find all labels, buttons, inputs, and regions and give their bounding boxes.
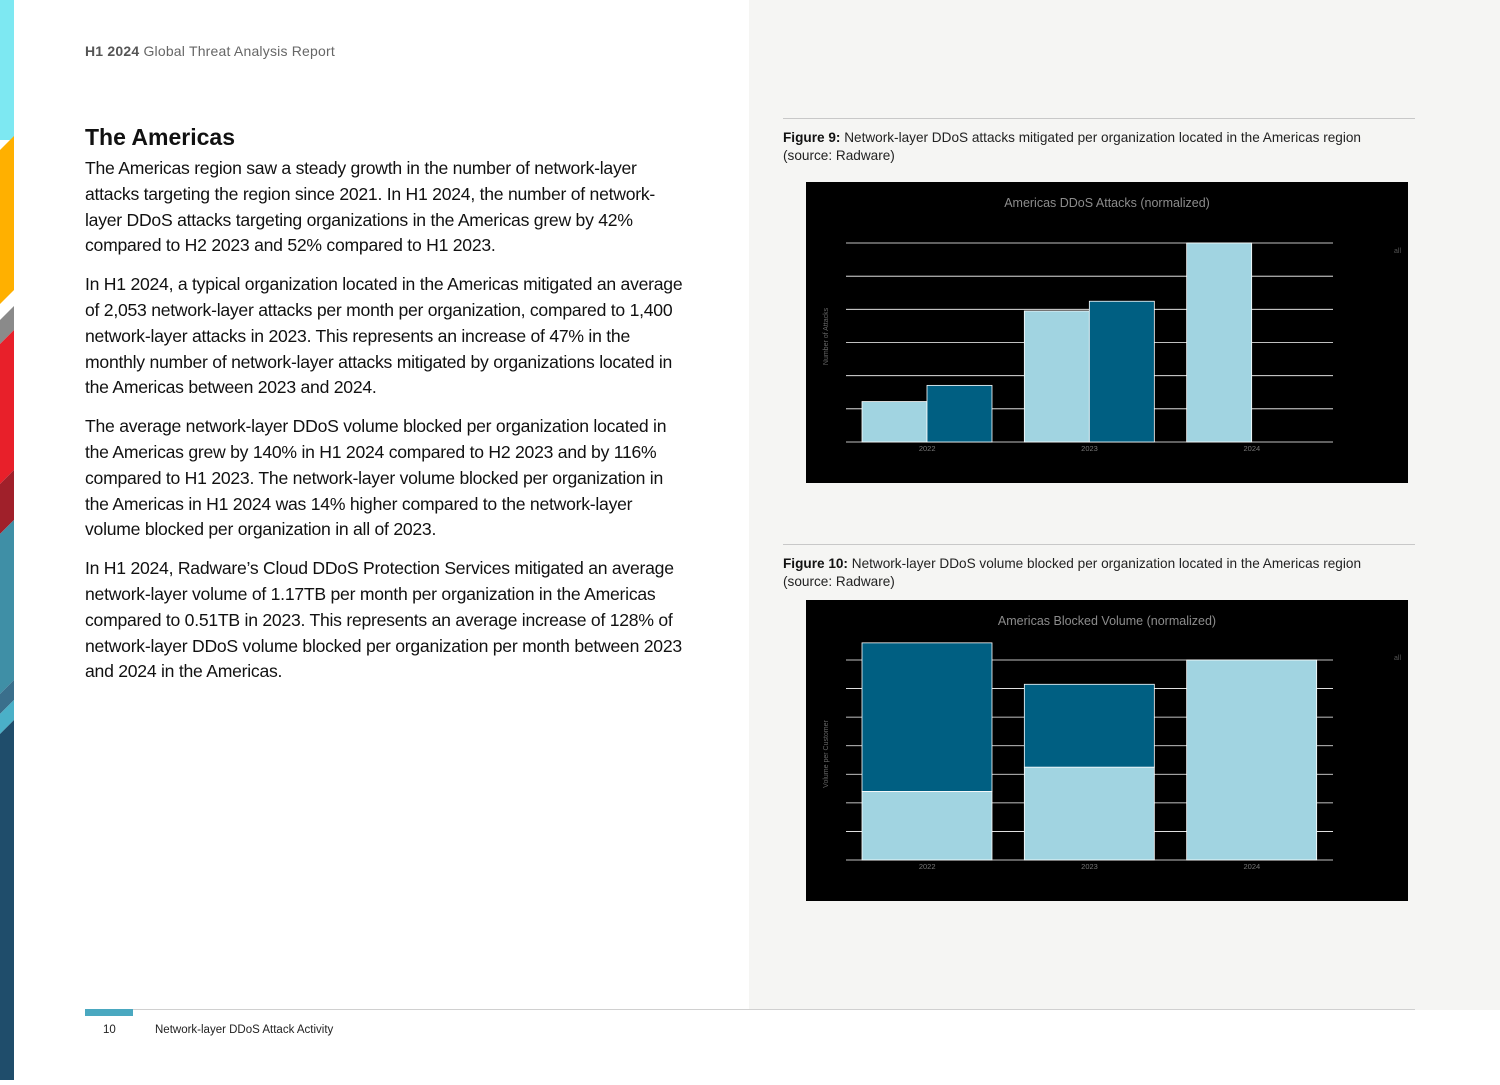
bar-h1-2022 xyxy=(862,402,927,442)
legend-entry: all xyxy=(1394,248,1402,255)
side-stripe-graphic xyxy=(0,0,14,1080)
footer-divider xyxy=(85,1009,1415,1010)
chart-title: Americas DDoS Attacks (normalized) xyxy=(1004,196,1210,210)
chart-title: Americas Blocked Volume (normalized) xyxy=(997,614,1217,628)
figure-9-caption xyxy=(783,129,1413,165)
bar-h1-2022 xyxy=(862,791,992,860)
decorative-side-stripe xyxy=(0,0,14,1080)
bar-h2-2022 xyxy=(862,643,992,792)
figure-9-caption-text: Network-layer DDoS attacks mitigated per organization located in the Americas region (source: Radware) xyxy=(783,130,1361,163)
x-tick-label-2022: 2022 xyxy=(918,444,936,453)
stripe-cyan xyxy=(0,0,14,140)
figure-10-caption-text: Network-layer DDoS volume blocked per organization located in the Americas region (source: Radware) xyxy=(783,556,1362,589)
body-paragraph-1: The Americas region saw a steady growth in the number of network-layer attacks targeting the region since 2021. In H1 2024, the number of network-layer DDoS attacks targeting organizations in the Americas grew by 42% compared to H2 2023 and 52% compared to H1 2023. xyxy=(85,158,656,256)
body-paragraph-4: In H1 2024, Radware’s Cloud DDoS Protection Services mitigated an average network-layer volume of 1.17TB per month per organization in the Americas compared to 0.51TB in 2023. This represents an average increase of 128% of network-layer DDoS volume blocked per organization per month between 2023 and 2024 in the Americas. xyxy=(85,558,682,682)
x-tick-label-2024: 2024 xyxy=(1243,444,1261,453)
stripe-navy xyxy=(0,720,14,1080)
x-tick-label-2024: 2024 xyxy=(1243,862,1261,871)
x-tick-label-2022: 2022 xyxy=(918,862,936,871)
report-header-period: H1 2024 xyxy=(85,43,140,59)
legend-entry: all xyxy=(1394,655,1402,662)
bar-h1-2023 xyxy=(1024,311,1089,442)
footer-accent-bar xyxy=(85,1009,133,1016)
bar-h1-2023 xyxy=(1024,767,1154,860)
section-title: The Americas xyxy=(85,124,235,150)
y-axis-label: Number of Attacks xyxy=(823,307,830,366)
report-header-title: Global Threat Analysis Report xyxy=(143,43,335,59)
bar-h2-2022 xyxy=(927,385,992,442)
page-number: 10 xyxy=(103,1024,116,1036)
report-header xyxy=(85,43,335,59)
figure-9-label: Figure 9: xyxy=(783,130,841,145)
stripe-teal xyxy=(0,520,14,694)
figure-10-chart xyxy=(806,600,1408,901)
body-paragraph-2: In H1 2024, a typical organization located in the Americas mitigated an average of 2,053 network-layer attacks per month per organization, compared to 1,400 network-layer attacks in 2023. This represents an increase of 47% in the monthly number of network-layer attacks mitigated by organizations located in the Americas between 2023 and 2024. xyxy=(85,274,683,398)
bar-h1-2024 xyxy=(1187,660,1317,860)
bar-h2-2023 xyxy=(1024,684,1154,767)
figure-10-caption xyxy=(783,555,1413,591)
stripe-yellow xyxy=(0,136,14,304)
figure-10-label: Figure 10: xyxy=(783,556,848,571)
y-axis-label: Volume per Customer xyxy=(823,720,830,788)
footer-section-title: Network-layer DDoS Attack Activity xyxy=(155,1024,334,1036)
x-tick-label-2023: 2023 xyxy=(1081,444,1098,453)
stripe-red xyxy=(0,330,14,484)
section-body xyxy=(85,156,685,698)
attacks-bar-chart-svg xyxy=(806,182,1408,483)
body-paragraph-3: The average network-layer DDoS volume blocked per organization located in the Americas grew by 140% in H1 2024 compared to H2 2023 and by 116% compared to H1 2023. The network-layer volume blocked per organization in the Americas in H1 2024 was 14% higher compared to the network-layer volume blocked per organization in all of 2023. xyxy=(85,416,667,540)
bar-h2-2023 xyxy=(1089,301,1154,442)
bar-h1-2024 xyxy=(1187,243,1252,442)
figure-10-divider xyxy=(783,544,1415,545)
figure-9-divider xyxy=(783,118,1415,119)
volume-bar-chart-svg xyxy=(806,600,1408,901)
figure-9-chart xyxy=(806,182,1408,483)
x-tick-label-2023: 2023 xyxy=(1081,862,1098,871)
